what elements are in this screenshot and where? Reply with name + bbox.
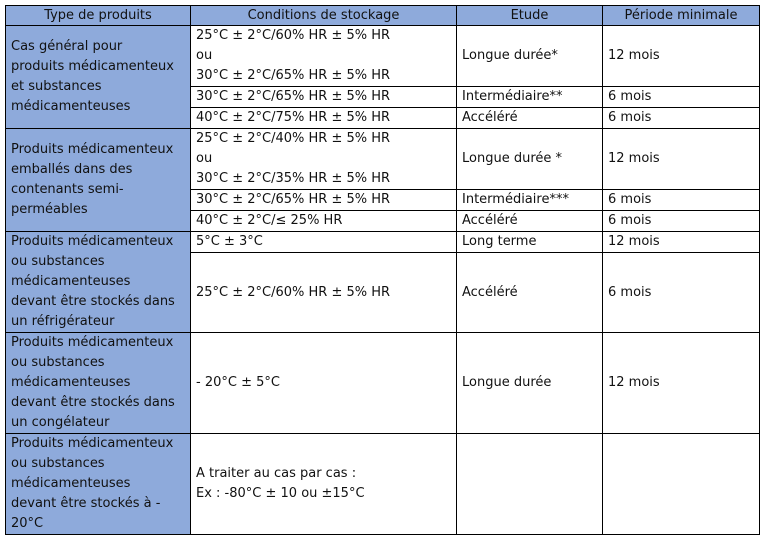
product-type-cell: Produits médicamenteux ou substances médicamenteuses devant être stockés dans un congélateur: [6, 333, 191, 434]
header-row: [6, 6, 760, 26]
header-etude: Etude: [457, 6, 603, 26]
product-type-cell: Produits médicamenteux emballés dans des contenants semi- perméables: [6, 129, 191, 232]
product-type-cell: Produits médicamenteux ou substances médicamenteuses devant être stockés dans un réfrigérateur: [6, 232, 191, 333]
periode-cell: 12 mois: [603, 129, 760, 190]
header-periode: Période minimale: [603, 6, 760, 26]
table-row: [6, 434, 760, 535]
conditions-cell: - 20°C ± 5°C: [191, 333, 457, 434]
stability-table: [5, 5, 760, 535]
conditions-cell: 25°C ± 2°C/60% HR ± 5% HR: [191, 253, 457, 333]
conditions-cell: 30°C ± 2°C/65% HR ± 5% HR: [191, 87, 457, 108]
table-row: [6, 333, 760, 434]
conditions-cell: 5°C ± 3°C: [191, 232, 457, 253]
periode-cell: [603, 434, 760, 535]
etude-cell: Accéléré: [457, 108, 603, 129]
conditions-cell: 40°C ± 2°C/≤ 25% HR: [191, 211, 457, 232]
conditions-cell: 25°C ± 2°C/40% HR ± 5% HR ou 30°C ± 2°C/35% HR ± 5% HR: [191, 129, 457, 190]
table-row: [6, 129, 760, 190]
periode-cell: 12 mois: [603, 26, 760, 87]
periode-cell: 6 mois: [603, 108, 760, 129]
product-type-cell: Produits médicamenteux ou substances médicamenteuses devant être stockés à - 20°C: [6, 434, 191, 535]
table-row: [6, 26, 760, 87]
header-type: Type de produits: [6, 6, 191, 26]
conditions-cell: 40°C ± 2°C/75% HR ± 5% HR: [191, 108, 457, 129]
periode-cell: 12 mois: [603, 333, 760, 434]
header-conditions: Conditions de stockage: [191, 6, 457, 26]
etude-cell: Intermédiaire***: [457, 190, 603, 211]
periode-cell: 6 mois: [603, 190, 760, 211]
product-type-cell: Cas général pour produits médicamenteux et substances médicamenteuses: [6, 26, 191, 129]
conditions-cell: A traiter au cas par cas : Ex : -80°C ± 10 ou ±15°C: [191, 434, 457, 535]
periode-cell: 6 mois: [603, 211, 760, 232]
etude-cell: Accéléré: [457, 211, 603, 232]
periode-cell: 6 mois: [603, 253, 760, 333]
etude-cell: Longue durée: [457, 333, 603, 434]
etude-cell: [457, 434, 603, 535]
etude-cell: Long terme: [457, 232, 603, 253]
etude-cell: Longue durée*: [457, 26, 603, 87]
table-row: [6, 232, 760, 253]
etude-cell: Longue durée *: [457, 129, 603, 190]
conditions-cell: 25°C ± 2°C/60% HR ± 5% HR ou 30°C ± 2°C/65% HR ± 5% HR: [191, 26, 457, 87]
conditions-cell: 30°C ± 2°C/65% HR ± 5% HR: [191, 190, 457, 211]
etude-cell: Accéléré: [457, 253, 603, 333]
periode-cell: 6 mois: [603, 87, 760, 108]
periode-cell: 12 mois: [603, 232, 760, 253]
etude-cell: Intermédiaire**: [457, 87, 603, 108]
